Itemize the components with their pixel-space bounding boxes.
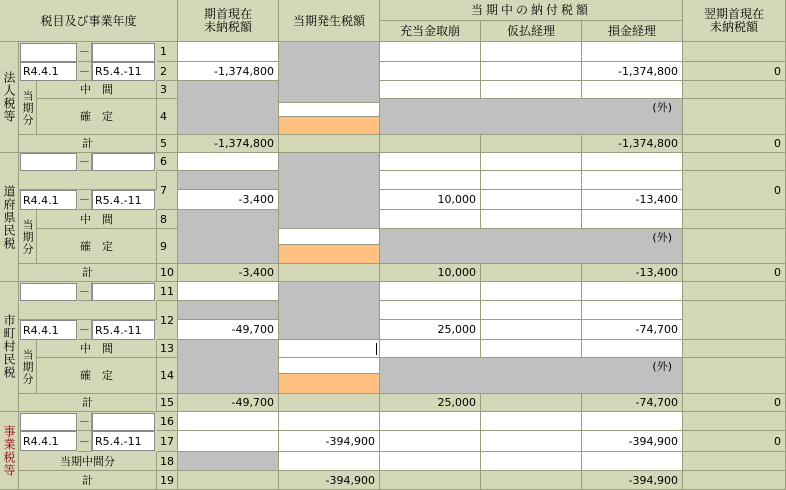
- row18-current[interactable]: [279, 452, 380, 471]
- header-closing-unpaid-line1: 翌期首現在: [703, 6, 764, 21]
- row18-closing: [683, 452, 786, 471]
- header-paid-temp: 仮払経理: [481, 21, 582, 42]
- row19-temp: [481, 471, 582, 490]
- row11-refund[interactable]: [380, 282, 481, 301]
- row13-refund[interactable]: [380, 340, 481, 358]
- row10-refund: 10,000: [380, 264, 481, 282]
- row9-paid-merged: [380, 229, 683, 264]
- section-enterprise-label: 事業税等: [0, 412, 19, 490]
- row12-refund-top[interactable]: [380, 301, 481, 320]
- row10-number: 10: [157, 264, 178, 282]
- row1-temp[interactable]: [481, 42, 582, 62]
- section-prefectural-label: 道府県民税: [0, 153, 19, 282]
- header-opening-unpaid: [178, 0, 279, 42]
- row17-to-input[interactable]: R5.4.-11: [92, 431, 155, 451]
- row16-number: 16: [157, 412, 178, 431]
- row4-outside-label: (外): [652, 101, 672, 114]
- row7-number: 7: [157, 171, 178, 210]
- header-paid-refund: 充当金取崩: [380, 21, 481, 42]
- row12-spacer: [19, 301, 157, 320]
- row12-temp[interactable]: [481, 320, 582, 340]
- row7-expense[interactable]: -13,400: [582, 190, 683, 210]
- section-corporate-label: 法人税等: [0, 42, 19, 153]
- row2-dash: －: [78, 62, 92, 81]
- row6-closing: [683, 153, 786, 171]
- header-current-tax: 当期発生税額: [279, 0, 380, 42]
- row7-temp-top[interactable]: [481, 171, 582, 190]
- row8-9-opening: [178, 210, 279, 264]
- row15-temp: [481, 394, 582, 412]
- row15-expense: -74,700: [582, 394, 683, 412]
- row16-temp[interactable]: [481, 412, 582, 431]
- row9-outside-label: (外): [652, 231, 672, 244]
- row11-expense[interactable]: [582, 282, 683, 301]
- row8-temp[interactable]: [481, 210, 582, 229]
- row8-interim-label: 中 間: [37, 210, 157, 229]
- row2-temp[interactable]: [481, 62, 582, 81]
- row6-temp[interactable]: [481, 153, 582, 171]
- row1-from-input[interactable]: [20, 43, 77, 62]
- row5-refund: [380, 135, 481, 153]
- row15-current: [279, 394, 380, 412]
- row7-dash: －: [78, 190, 92, 210]
- row11-dash: －: [78, 282, 92, 301]
- row18-expense[interactable]: [582, 452, 683, 471]
- row1-dash: －: [78, 42, 92, 62]
- row19-refund: [380, 471, 481, 490]
- header-tax-item-year: 税目及び事業年度: [0, 0, 178, 42]
- row10-temp: [481, 264, 582, 282]
- row13-number: 13: [157, 340, 178, 358]
- row2-expense[interactable]: -1,374,800: [582, 62, 683, 81]
- row4-number: 4: [157, 99, 178, 135]
- row7-closing: 0: [683, 171, 786, 210]
- row17-expense[interactable]: -394,900: [582, 431, 683, 452]
- row12-opening[interactable]: -49,700: [178, 320, 279, 340]
- row8-number: 8: [157, 210, 178, 229]
- row17-current[interactable]: -394,900: [279, 431, 380, 452]
- row10-opening: -3,400: [178, 264, 279, 282]
- row3-expense[interactable]: [582, 81, 683, 99]
- row7-spacer: [19, 171, 157, 190]
- row10-closing: 0: [683, 264, 786, 282]
- row4-final-label: 確 定: [37, 99, 157, 135]
- header-closing-unpaid: [683, 0, 786, 42]
- row12-expense[interactable]: -74,700: [582, 320, 683, 340]
- row1-opening[interactable]: [178, 42, 279, 62]
- row6-refund[interactable]: [380, 153, 481, 171]
- row17-number: 17: [157, 431, 178, 452]
- row5-expense: -1,374,800: [582, 135, 683, 153]
- row17-temp[interactable]: [481, 431, 582, 452]
- row2-number: 2: [157, 62, 178, 81]
- row3-closing: [683, 81, 786, 99]
- row13-14-opening: [178, 340, 279, 394]
- row7-to-input[interactable]: R5.4.-11: [92, 190, 155, 210]
- row6-to-input[interactable]: [92, 153, 155, 171]
- row12-expense-top[interactable]: [582, 301, 683, 320]
- corporate-current-period-label: 当期分: [19, 81, 37, 135]
- row6-7-current: [279, 153, 380, 229]
- row1-current: [279, 42, 380, 103]
- row16-closing: [683, 412, 786, 431]
- row14-final-label: 確 定: [37, 358, 157, 394]
- row7-opening[interactable]: -3,400: [178, 190, 279, 210]
- row4-paid-merged: [380, 99, 683, 135]
- row16-dash: －: [78, 412, 92, 431]
- row12-refund[interactable]: 25,000: [380, 320, 481, 340]
- row16-current[interactable]: [279, 412, 380, 431]
- row14-paid-merged: [380, 358, 683, 394]
- row6-from-input[interactable]: [20, 153, 77, 171]
- row12-to-input[interactable]: R5.4.-11: [92, 320, 155, 340]
- row13-interim-label: 中 間: [37, 340, 157, 358]
- row1-expense[interactable]: [582, 42, 683, 62]
- row3-4-opening: [178, 81, 279, 135]
- row17-dash: －: [78, 431, 92, 452]
- row1-to-input[interactable]: [92, 43, 155, 62]
- row5-total-label: 計: [19, 135, 157, 153]
- row11-from-input[interactable]: [20, 283, 77, 301]
- row19-number: 19: [157, 471, 178, 490]
- row8-closing: [683, 210, 786, 229]
- row7-refund-top[interactable]: [380, 171, 481, 190]
- row18-temp[interactable]: [481, 452, 582, 471]
- row17-refund[interactable]: [380, 431, 481, 452]
- row19-total-label: 計: [19, 471, 157, 490]
- row13-closing: [683, 340, 786, 358]
- row7-from-input[interactable]: R4.4.1: [20, 190, 77, 210]
- row16-to-input[interactable]: [92, 413, 155, 431]
- row11-number: 11: [157, 282, 178, 301]
- row12-closing: [683, 301, 786, 340]
- row14-number: 14: [157, 358, 178, 394]
- row8-expense[interactable]: [582, 210, 683, 229]
- row19-expense: -394,900: [582, 471, 683, 490]
- row2-closing: 0: [683, 62, 786, 81]
- row14-outside-label: (外): [652, 360, 672, 373]
- row6-number: 6: [157, 153, 178, 171]
- row13-temp[interactable]: [481, 340, 582, 358]
- row7-expense-top[interactable]: [582, 171, 683, 190]
- row11-temp[interactable]: [481, 282, 582, 301]
- row3-number: 3: [157, 81, 178, 99]
- row19-closing: [683, 471, 786, 490]
- municipal-current-period-label: 当期分: [19, 340, 37, 394]
- row1-closing: [683, 42, 786, 62]
- row6-opening[interactable]: [178, 153, 279, 171]
- row9-final-label: 確 定: [37, 229, 157, 264]
- header-paid-group: 当期中の納付税額: [380, 0, 683, 21]
- row9-number: 9: [157, 229, 178, 264]
- row5-temp: [481, 135, 582, 153]
- row11-opening[interactable]: [178, 282, 279, 301]
- row11-12-current: [279, 282, 380, 340]
- row13-current[interactable]: [279, 340, 380, 358]
- row3-interim-label: 中 間: [37, 81, 157, 99]
- row15-refund: 25,000: [380, 394, 481, 412]
- row4-closing: [683, 99, 786, 135]
- row6-dash: －: [78, 153, 92, 171]
- row7-temp[interactable]: [481, 190, 582, 210]
- row12-dash: －: [78, 320, 92, 340]
- row11-closing: [683, 282, 786, 301]
- row10-expense: -13,400: [582, 264, 683, 282]
- row14-current-highlight[interactable]: [279, 374, 380, 394]
- row9-current-highlight[interactable]: [279, 245, 380, 264]
- row1-number: 1: [157, 42, 178, 62]
- row16-from-input[interactable]: [20, 413, 77, 431]
- row12-opening-gray: [178, 301, 279, 320]
- row5-opening: -1,374,800: [178, 135, 279, 153]
- row15-number: 15: [157, 394, 178, 412]
- row17-closing: 0: [683, 431, 786, 452]
- row5-number: 5: [157, 135, 178, 153]
- row18-opening: [178, 452, 279, 471]
- row14-current[interactable]: [279, 358, 380, 374]
- row12-temp-top[interactable]: [481, 301, 582, 320]
- row13-expense[interactable]: [582, 340, 683, 358]
- row9-current[interactable]: [279, 229, 380, 245]
- row7-opening-gray: [178, 171, 279, 190]
- header-closing-unpaid-line2: 未納税額: [709, 19, 758, 34]
- row17-opening[interactable]: [178, 431, 279, 452]
- row6-expense[interactable]: [582, 153, 683, 171]
- prefectural-current-period-label: 当期分: [19, 210, 37, 264]
- header-paid-expense: 損金経理: [582, 21, 683, 42]
- row12-from-input[interactable]: R4.4.1: [20, 320, 77, 340]
- row7-refund[interactable]: 10,000: [380, 190, 481, 210]
- row10-total-label: 計: [19, 264, 157, 282]
- row16-refund[interactable]: [380, 412, 481, 431]
- row3-refund[interactable]: [380, 81, 481, 99]
- row15-total-label: 計: [19, 394, 157, 412]
- row19-opening: [178, 471, 279, 490]
- row16-opening[interactable]: [178, 412, 279, 431]
- row16-expense[interactable]: [582, 412, 683, 431]
- row8-refund[interactable]: [380, 210, 481, 229]
- row17-from-input[interactable]: R4.4.1: [20, 431, 77, 451]
- row15-closing: 0: [683, 394, 786, 412]
- row14-closing: [683, 358, 786, 394]
- row4-current[interactable]: [279, 103, 380, 117]
- row19-current: -394,900: [279, 471, 380, 490]
- row18-refund[interactable]: [380, 452, 481, 471]
- row4-current-highlight[interactable]: [279, 117, 380, 135]
- row10-current: [279, 264, 380, 282]
- row18-number: 18: [157, 452, 178, 471]
- section-municipal-label: 市町村民税: [0, 282, 19, 412]
- row3-temp[interactable]: [481, 81, 582, 99]
- row9-closing: [683, 229, 786, 264]
- row2-refund[interactable]: [380, 62, 481, 81]
- row15-opening: -49,700: [178, 394, 279, 412]
- row5-closing: 0: [683, 135, 786, 153]
- row18-interim-enterprise-label: 当期中間分: [19, 452, 157, 471]
- row2-opening[interactable]: -1,374,800: [178, 62, 279, 81]
- row5-current: [279, 135, 380, 153]
- row12-number: 12: [157, 301, 178, 340]
- row1-refund[interactable]: [380, 42, 481, 62]
- row2-to-input[interactable]: R5.4.-11: [92, 62, 155, 81]
- row11-to-input[interactable]: [92, 283, 155, 301]
- row2-from-input[interactable]: R4.4.1: [20, 62, 77, 81]
- header-opening-unpaid-line2: 未納税額: [203, 19, 252, 34]
- header-opening-unpaid-line1: 期首現在: [203, 6, 252, 21]
- text-cursor: [376, 343, 377, 355]
